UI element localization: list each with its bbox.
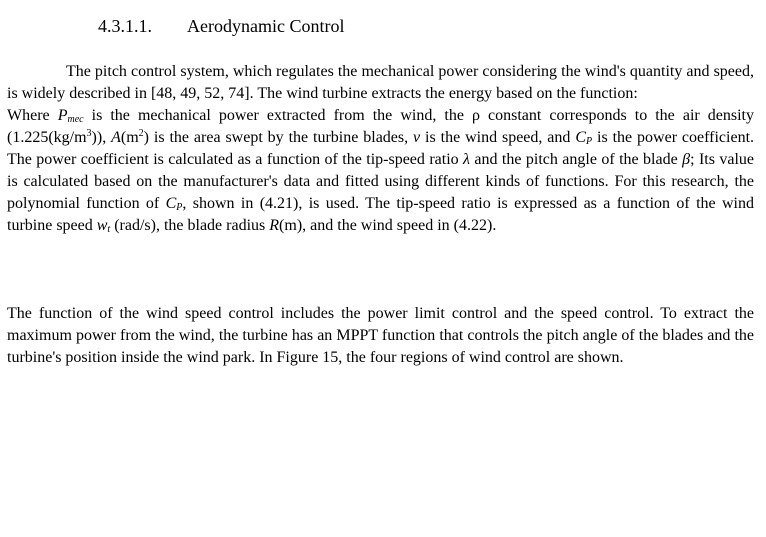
subscript-p: P — [586, 136, 593, 147]
symbol-w: w — [96, 217, 108, 234]
text-span: is the power coefficient. The power coefficient is calculated as a function of the tip-speed ratio — [7, 129, 755, 168]
subscript-mec: mec — [67, 114, 84, 125]
paragraph-pitch-control — [7, 61, 754, 237]
section-number: 4.3.1.1. — [98, 16, 152, 36]
text-span: , shown in (4.21), is used. The tip-speed ratio is expressed as a function of the wind turbine speed — [7, 195, 755, 234]
subscript-p: P — [176, 202, 183, 213]
text-span: )), — [91, 129, 112, 146]
symbol-r: R — [269, 217, 280, 234]
symbol-v: v — [413, 129, 421, 146]
paragraph-wind-speed-control: The function of the wind speed control includes the power limit control and the speed control. To extract the maximum power from the wind, the turbine has an MPPT function that controls the pitch angle of the blades and the turbine's position inside the wind park. In Figure 15, the four regions of wind control are shown. — [7, 305, 754, 366]
superscript-3: 3 — [86, 128, 92, 139]
text-span: (m), and the wind speed in (4.22). — [279, 217, 497, 234]
text-span: and the pitch angle of the blade — [469, 151, 683, 168]
superscript-2: 2 — [138, 128, 144, 139]
section-title: Aerodynamic Control — [187, 16, 345, 36]
text-span: is the mechanical power extracted from the wind, the ρ constant corresponds to the air density (1.225(kg/m — [7, 107, 754, 146]
text-span: (rad/s), the blade radius — [110, 217, 270, 234]
text-span: is the wind speed, and — [420, 129, 576, 146]
symbol-lambda: λ — [463, 151, 470, 168]
symbol-a: A — [111, 129, 121, 146]
symbol-p: P — [57, 107, 68, 124]
text-span: (m — [120, 129, 139, 146]
section-heading — [98, 15, 344, 37]
text-span: ; Its value is calculated based on the manufacturer's data and fitted using different kinds of functions. For this research, the polynomial function of — [7, 151, 754, 212]
text-span: ) is the area swept by the turbine blades, — [143, 129, 414, 146]
symbol-beta: β — [682, 151, 691, 168]
symbol-c: C — [165, 195, 177, 212]
text-span: Where — [7, 107, 58, 124]
symbol-c: C — [575, 129, 586, 146]
text-span: The pitch control system, which regulates the mechanical power considering the wind's quantity and speed, is widely described in [48, 49, 52, 74]. The wind turbine extracts the energy based on the function: — [7, 63, 754, 102]
subscript-t: t — [107, 224, 111, 235]
